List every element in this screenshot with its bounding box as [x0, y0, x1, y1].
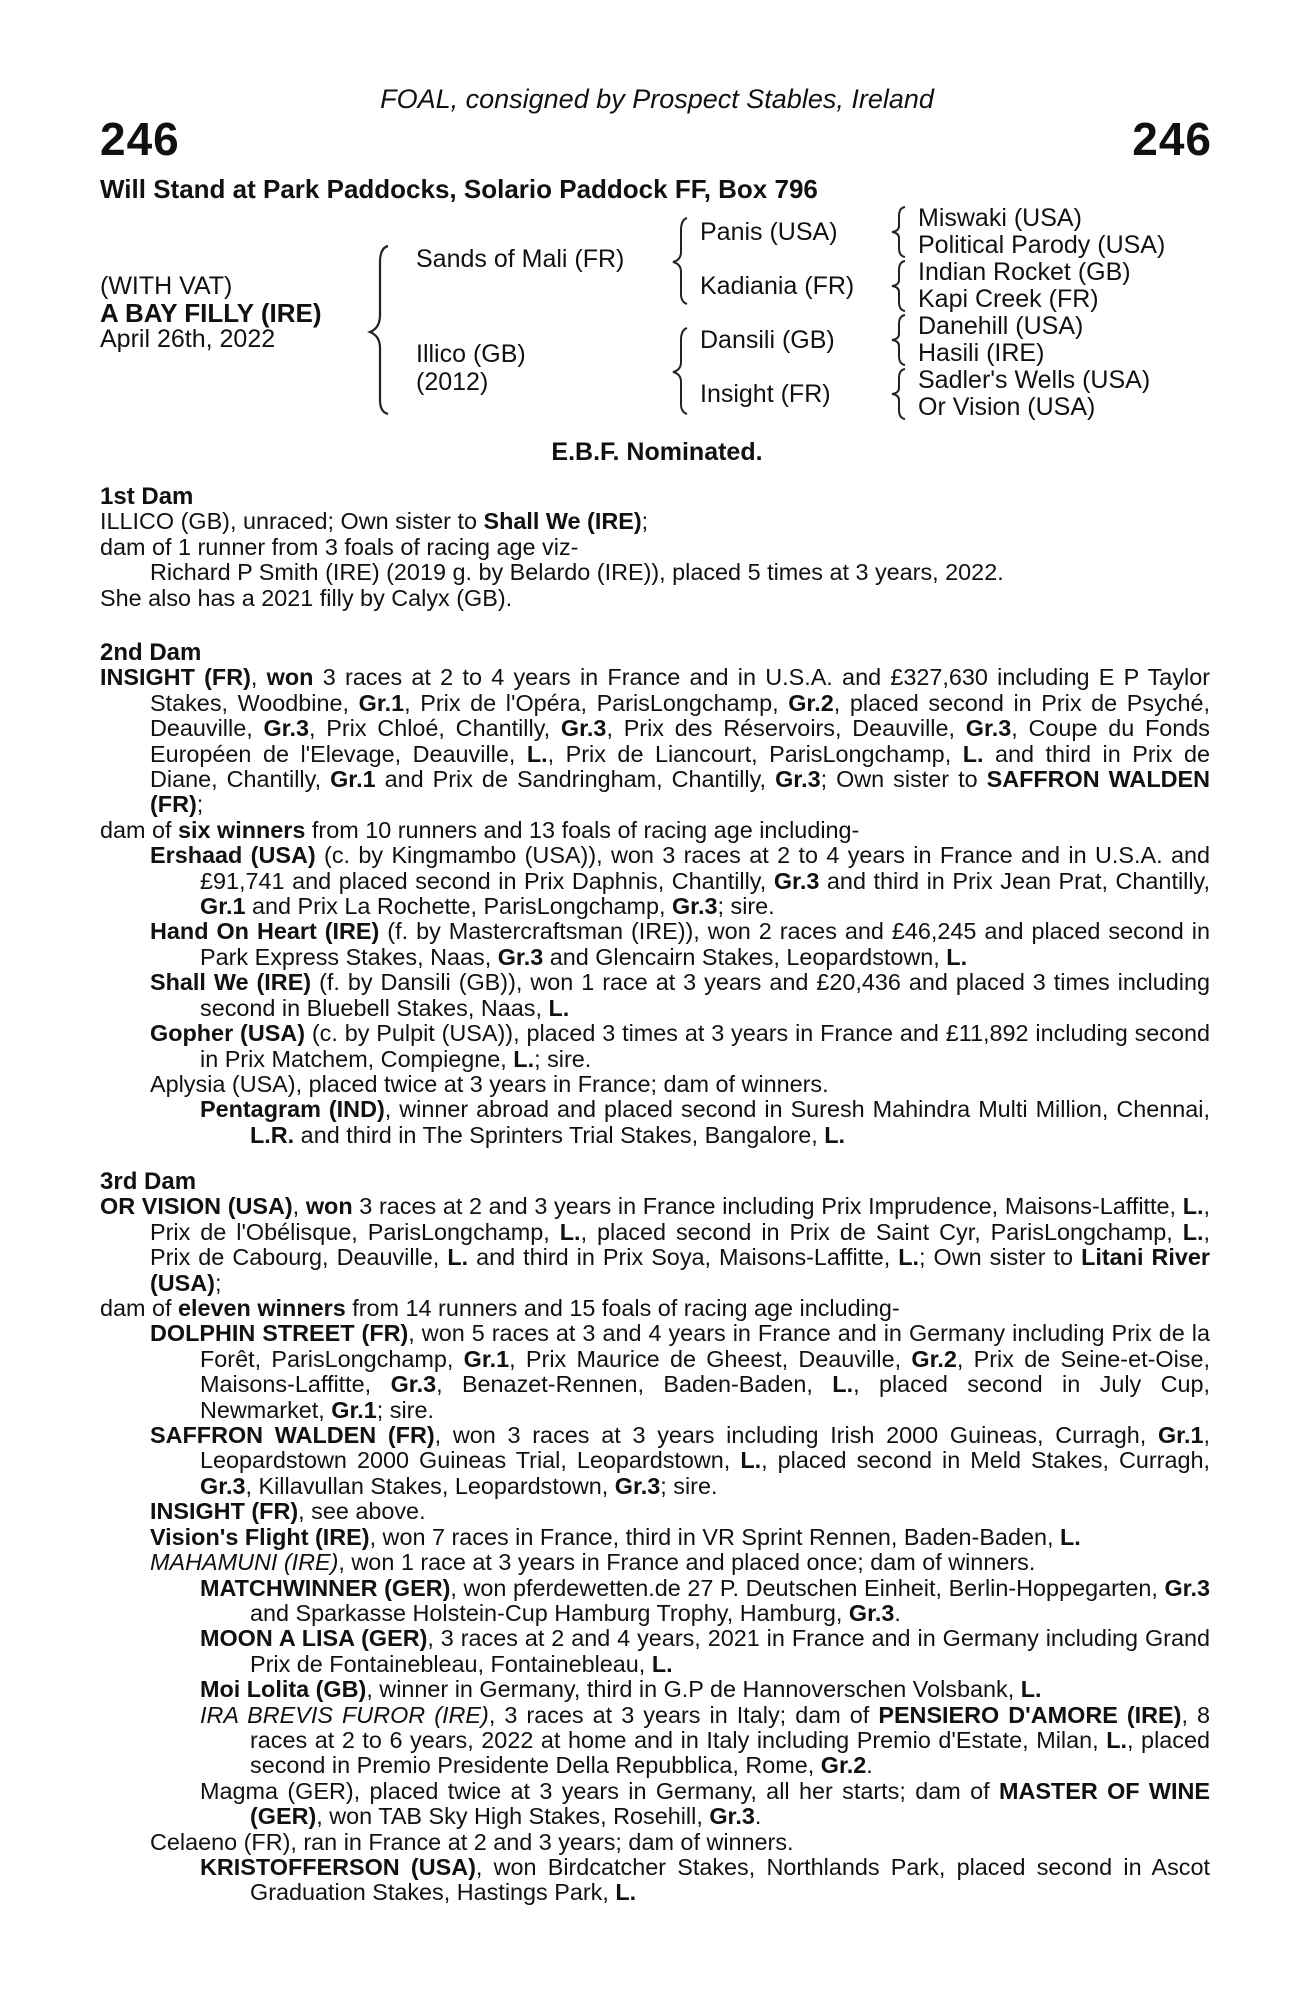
first-dam-line1: ILLICO (GB), unraced; Own sister to Shall We (IRE);: [100, 508, 649, 535]
text-segment: Gr.3: [560, 715, 607, 742]
text-segment: (f. by Mastercraftsman (IRE)), won 2 races and £46,245 and placed second in Park Express Stakes, Naas,: [200, 918, 1210, 970]
pedigree-g7: Sadler's Wells (USA): [918, 366, 1151, 394]
text-segment: 3 races at 2 to 4 years in France and in U.S.A. and £327,630 including E P Taylor Stakes, Woodbine,: [150, 664, 1211, 716]
third-dam-p10: [100, 1677, 1210, 1702]
text-segment: , won pferdewetten.de 27 P. Deutschen Einheit, Berlin-Hoppegarten,: [450, 1574, 1165, 1601]
text-segment: INSIGHT (FR): [100, 664, 251, 691]
text-segment: L.: [513, 1045, 535, 1072]
text-segment: .: [866, 1752, 873, 1779]
text-segment: Gr.3: [775, 766, 821, 793]
second-dam-title: 2nd Dam: [100, 639, 202, 666]
text-segment: L.: [962, 740, 984, 767]
second-dam-p6: [100, 1021, 1210, 1072]
text-segment: L.: [548, 994, 570, 1021]
text-segment: L.: [1106, 1726, 1127, 1753]
third-dam-p4: [100, 1423, 1210, 1499]
text-segment: , Prix Maurice de Gheest, Deauville,: [509, 1345, 912, 1372]
text-segment: MASTER OF WINE (GER): [250, 1777, 1211, 1830]
third-dam-p6: [100, 1525, 1210, 1550]
text-segment: and Glencairn Stakes, Leopardstown,: [543, 943, 947, 970]
text-segment: Gr.3: [671, 893, 718, 920]
text-segment: (c. by Kingmambo (USA)), won 3 races at 2 to 4 years in France and in U.S.A. and £91,741 and placed second in Prix Daphnis, Chantilly,: [200, 842, 1210, 894]
text-segment: L.: [832, 1371, 854, 1398]
text-segment: L.: [615, 1879, 637, 1906]
third-dam-p14: [100, 1855, 1210, 1906]
text-segment: , winner in Germany, third in G.P de Hannoverschen Volsbank,: [366, 1676, 1021, 1703]
text-segment: won: [266, 664, 314, 691]
first-dam-line2: dam of 1 runner from 3 foals of racing age viz-: [100, 533, 579, 560]
pedigree-brace-g3: [885, 312, 915, 368]
text-segment: L.: [946, 943, 968, 970]
text-segment: Gr.3: [263, 715, 309, 742]
text-segment: dam of: [100, 1295, 179, 1322]
first-dam-title: 1st Dam: [100, 483, 194, 510]
text-segment: MAHAMUNI (IRE): [150, 1549, 339, 1576]
second-dam-p3: [100, 843, 1210, 919]
second-dam-p1: [100, 665, 1210, 817]
text-segment: , won Birdcatcher Stakes, Northlands Park, placed second in Ascot Graduation Stakes, Hastings Park,: [250, 1853, 1210, 1906]
text-segment: Gr.3: [848, 1599, 895, 1626]
text-segment: Gopher (USA): [150, 1020, 305, 1047]
consignment-line: FOAL, consigned by Prospect Stables, Ireland: [380, 84, 934, 114]
text-segment: ,: [292, 1193, 306, 1220]
lot-number-right: 246: [1132, 113, 1212, 165]
text-segment: , winner abroad and placed second in Suresh Mahindra Multi Million, Chennai,: [384, 1096, 1210, 1123]
text-segment: dam of: [100, 816, 179, 843]
third-dam-p5: [100, 1499, 1210, 1524]
pedigree-g1: Miswaki (USA): [918, 204, 1082, 232]
text-segment: L.: [651, 1650, 673, 1677]
text-segment: , Prix de Liancourt, ParisLongchamp,: [547, 740, 963, 767]
pedigree-g4: Kapi Creek (FR): [918, 285, 1099, 313]
text-segment: , placed second in Premio Presidente Della Repubblica, Rome,: [250, 1726, 1210, 1779]
horse-name: A BAY FILLY (IRE): [100, 298, 322, 328]
text-segment: KRISTOFFERSON (USA): [200, 1853, 476, 1880]
text-segment: , placed second in Prix de Saint Cyr, ParisLongchamp,: [580, 1218, 1183, 1245]
text-segment: L.: [1182, 1193, 1204, 1220]
text-segment: and third in The Sprinters Trial Stakes, Bangalore,: [294, 1121, 825, 1148]
text-segment: L.: [447, 1244, 469, 1271]
text-segment: , placed second in Prix de Psyché, Deauville,: [150, 689, 1210, 742]
text-segment: L.: [898, 1244, 920, 1271]
text-segment: , Benazet-Rennen, Baden-Baden,: [436, 1371, 833, 1398]
second-dam-section: [100, 640, 1210, 1148]
text-segment: ;: [214, 1269, 222, 1296]
text-segment: Gr.3: [497, 943, 544, 970]
pedigree-dam-year: (2012): [416, 368, 489, 396]
text-segment: and third in Prix de Diane, Chantilly,: [150, 740, 1211, 793]
text-segment: Gr.2: [911, 1345, 957, 1372]
text-segment: L.R.: [250, 1121, 295, 1148]
text-segment: ,: [250, 664, 267, 691]
pedigree-g3: Indian Rocket (GB): [918, 258, 1131, 286]
first-dam-section: [100, 484, 1210, 611]
text-segment: and Prix de Sandringham, Chantilly,: [375, 766, 776, 793]
text-segment: MOON A LISA (GER): [200, 1625, 428, 1652]
text-segment: L.: [1020, 1676, 1042, 1703]
third-dam-p3: [100, 1321, 1210, 1423]
text-segment: L.: [824, 1121, 846, 1148]
text-segment: eleven winners: [178, 1295, 346, 1322]
text-segment: Shall We (IRE): [150, 969, 312, 996]
text-segment: Vision's Flight (IRE): [150, 1523, 370, 1550]
text-segment: Gr.3: [200, 1472, 246, 1499]
text-segment: , placed second in July Cup, Newmarket,: [200, 1371, 1210, 1423]
text-segment: Gr.3: [965, 715, 1012, 742]
third-dam-p7: [100, 1550, 1210, 1575]
text-segment: ; sire.: [534, 1045, 592, 1072]
text-segment: , 3 races at 3 years in Italy; dam of: [488, 1701, 879, 1728]
text-segment: from 10 runners and 13 foals of racing age including-: [305, 816, 860, 843]
third-dam-title: 3rd Dam: [100, 1168, 197, 1195]
lot-number-left: 246: [100, 113, 180, 165]
text-segment: Hand On Heart (IRE): [150, 918, 380, 945]
text-segment: ; Own sister to: [919, 1244, 1082, 1271]
text-segment: DOLPHIN STREET (FR): [150, 1320, 409, 1347]
text-segment: from 14 runners and 15 foals of racing age including-: [345, 1295, 900, 1322]
text-segment: Gr.1: [463, 1345, 510, 1372]
text-segment: , 8 races at 2 to 6 years, 2022 at home and in Italy including Premio d'Estate, Milan,: [250, 1701, 1210, 1753]
text-segment: , Leopardstown 2000 Guineas Trial, Leopardstown,: [200, 1422, 1210, 1474]
text-segment: , won 5 races at 3 and 4 years in France and in Germany including Prix de la Forêt, ParisLongchamp,: [200, 1320, 1210, 1372]
text-segment: , Prix de Cabourg, Deauville,: [150, 1218, 1210, 1271]
text-segment: .: [894, 1599, 901, 1626]
text-segment: , Prix Chloé, Chantilly,: [309, 715, 561, 742]
stand-location: Will Stand at Park Paddocks, Solario Paddock FF, Box 796: [100, 174, 818, 204]
pedigree-sire-sire: Panis (USA): [700, 218, 838, 246]
pedigree-sire: Sands of Mali (FR): [416, 245, 625, 273]
text-segment: Gr.2: [788, 689, 834, 716]
text-segment: .: [754, 1803, 762, 1830]
pedigree-brace-g2: [885, 258, 915, 314]
text-segment: , Prix de l'Obélisque, ParisLongchamp,: [150, 1193, 1210, 1245]
pedigree-brace-main: [360, 240, 400, 415]
third-dam-section: [100, 1169, 1210, 1906]
text-segment: L.: [1059, 1523, 1081, 1550]
text-segment: 3 races at 2 and 3 years in France including Prix Imprudence, Maisons-Laffitte,: [352, 1193, 1183, 1220]
foaling-date: April 26th, 2022: [100, 325, 276, 353]
text-segment: (c. by Pulpit (USA)), placed 3 times at 3 years in France and £11,892 including second in Prix Matchem, Compiegne,: [200, 1020, 1210, 1072]
text-segment: Gr.1: [1157, 1422, 1204, 1449]
text-segment: and Sparkasse Holstein-Cup Hamburg Trophy, Hamburg,: [250, 1599, 849, 1626]
text-segment: Gr.1: [200, 893, 246, 920]
text-segment: Ershaad (USA): [150, 842, 316, 869]
third-dam-p2: [100, 1296, 1210, 1321]
text-segment: L.: [559, 1218, 581, 1245]
third-dam-p12: [100, 1779, 1210, 1830]
text-segment: , Coupe du Fonds Européen de l'Elevage, Deauville,: [150, 715, 1211, 767]
pedigree-g2: Political Parody (USA): [918, 231, 1166, 259]
pedigree-dam: Illico (GB): [416, 340, 526, 368]
first-dam-line4: She also has a 2021 filly by Calyx (GB).: [100, 584, 513, 611]
second-dam-p2: [100, 818, 1210, 843]
text-segment: Pentagram (IND): [200, 1096, 385, 1123]
text-segment: OR VISION (USA): [100, 1193, 293, 1220]
pedigree-g5: Danehill (USA): [918, 312, 1084, 340]
text-segment: , 3 races at 2 and 4 years, 2021 in France and in Germany including Grand Prix de Fontainebleau, Fontainebleau,: [250, 1625, 1210, 1677]
text-segment: and third in Prix Soya, Maisons-Laffitte,: [468, 1244, 899, 1271]
text-segment: INSIGHT (FR): [150, 1498, 299, 1525]
text-segment: Gr.3: [709, 1803, 755, 1830]
second-dam-p8: [100, 1097, 1210, 1148]
third-dam-p1: [100, 1194, 1210, 1296]
text-segment: , won 1 race at 3 years in France and placed once; dam of winners.: [338, 1549, 1036, 1576]
pedigree-g8: Or Vision (USA): [918, 393, 1096, 421]
vat-note: (WITH VAT): [100, 272, 233, 300]
text-segment: , won 7 races in France, third in VR Sprint Rennen, Baden-Baden,: [369, 1523, 1060, 1550]
text-segment: PENSIERO D'AMORE (IRE): [878, 1701, 1182, 1728]
pedigree-brace-g4: [885, 366, 915, 422]
third-dam-p8: [100, 1576, 1210, 1627]
third-dam-p9: [100, 1626, 1210, 1677]
text-segment: ; sire.: [660, 1472, 718, 1499]
text-segment: ; sire.: [376, 1396, 434, 1423]
pedigree-brace-sire: [665, 214, 695, 306]
text-segment: L.: [526, 740, 548, 767]
second-dam-p5: [100, 970, 1210, 1021]
pedigree-dam-dam: Insight (FR): [700, 380, 831, 408]
third-dam-p11: [100, 1703, 1210, 1779]
text-segment: won: [305, 1193, 353, 1220]
text-segment: Gr.1: [331, 1396, 377, 1423]
text-segment: MATCHWINNER (GER): [200, 1574, 451, 1601]
text-segment: Gr.1: [358, 689, 405, 716]
first-dam-progeny: Richard P Smith (IRE) (2019 g. by Belardo (IRE)), placed 5 times at 3 years, 2022.: [150, 559, 1004, 586]
text-segment: six winners: [178, 816, 306, 843]
text-segment: and third in Prix Jean Prat, Chantilly,: [819, 867, 1210, 894]
text-segment: , Killavullan Stakes, Leopardstown,: [245, 1472, 615, 1499]
text-segment: , Prix de l'Opéra, ParisLongchamp,: [404, 689, 789, 716]
text-segment: L.: [1182, 1218, 1204, 1245]
text-segment: , won TAB Sky High Stakes, Rosehill,: [316, 1803, 710, 1830]
pedigree-sire-dam: Kadiania (FR): [700, 272, 855, 300]
text-segment: IRA BREVIS FUROR (IRE): [200, 1701, 489, 1728]
text-segment: , placed second in Meld Stakes, Curragh,: [761, 1447, 1210, 1474]
pedigree-dam-sire: Dansili (GB): [700, 326, 835, 354]
text-segment: Magma (GER), placed twice at 3 years in Germany, all her starts; dam of: [200, 1777, 999, 1804]
text-segment: Gr.3: [1164, 1574, 1210, 1601]
text-segment: , Prix de Seine-et-Oise, Maisons-Laffitte,: [200, 1345, 1210, 1398]
text-segment: (f. by Dansili (GB)), won 1 race at 3 years and £20,436 and placed 3 times including second in Bluebell Stakes, Naas,: [200, 969, 1210, 1021]
text-segment: Gr.1: [330, 766, 376, 793]
text-segment: Gr.2: [820, 1752, 867, 1779]
text-segment: SAFFRON WALDEN (FR): [150, 1422, 435, 1449]
text-segment: SAFFRON WALDEN (FR): [150, 766, 1210, 818]
pedigree-brace-dam: [665, 324, 695, 416]
pedigree-g6: Hasili (IRE): [918, 339, 1045, 367]
text-segment: and Prix La Rochette, ParisLongchamp,: [245, 893, 672, 920]
text-segment: Moi Lolita (GB): [200, 1676, 367, 1703]
text-segment: ;: [196, 791, 204, 818]
text-segment: Litani River (USA): [150, 1244, 1210, 1296]
text-segment: ; sire.: [717, 893, 775, 920]
second-dam-p7: Aplysia (USA), placed twice at 3 years in France; dam of winners.: [150, 1070, 829, 1097]
text-segment: Gr.3: [390, 1371, 437, 1398]
ebf-nominated: E.B.F. Nominated.: [551, 438, 763, 466]
text-segment: , see above.: [298, 1498, 426, 1525]
text-segment: , won 3 races at 3 years including Irish 2000 Guineas, Curragh,: [434, 1422, 1158, 1449]
third-dam-p13: Celaeno (FR), ran in France at 2 and 3 years; dam of winners.: [150, 1828, 794, 1855]
text-segment: , Prix des Réservoirs, Deauville,: [606, 715, 966, 742]
text-segment: ; Own sister to: [820, 766, 987, 793]
text-segment: L.: [740, 1447, 762, 1474]
text-segment: Gr.3: [773, 867, 820, 894]
second-dam-p4: [100, 919, 1210, 970]
pedigree-brace-g1: [885, 204, 915, 260]
text-segment: Gr.3: [614, 1472, 661, 1499]
